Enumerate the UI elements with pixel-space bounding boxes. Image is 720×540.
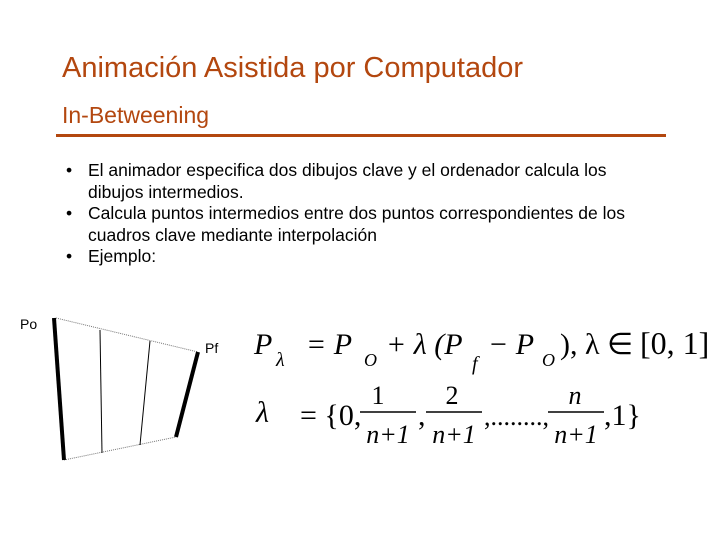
eq2-den-2: n+1 [432, 420, 476, 449]
eq1-minus-po: − P [488, 328, 535, 361]
slide-title: Animación Asistida por Computador [62, 52, 524, 84]
bullet-item: • Ejemplo: [66, 246, 666, 268]
eq2-close: ,1} [604, 399, 641, 432]
start-line-po [54, 318, 64, 460]
label-po: Po [20, 316, 38, 332]
label-pf: Pf [205, 340, 219, 356]
interpolation-diagram [54, 318, 198, 460]
top-connector [56, 318, 198, 352]
eq1-rhs-po: = P [306, 328, 353, 361]
eq1-sub-o2: O [542, 350, 555, 370]
eq2-dots: ,........, [484, 402, 549, 431]
eq1-lhs-sub: λ [276, 349, 285, 371]
eq2-num-2: 2 [445, 381, 459, 410]
eq2-open: = {0, [300, 399, 362, 432]
eq1-tail: ), λ ∈ [560, 328, 634, 361]
bullet-item: • Calcula puntos intermedios entre dos puntos correspondientes de los cuadros clave mediante interpolación [66, 203, 666, 246]
eq2-sep: , [418, 399, 426, 432]
eq2-lhs: λ [256, 396, 269, 429]
intermediate-line [140, 341, 150, 445]
intermediate-line [100, 330, 102, 453]
equation-lambda-values [255, 381, 641, 449]
eq1-lhs: P [254, 328, 273, 361]
eq2-den-3: n+1 [554, 420, 598, 449]
eq1-interval: [0, 1] [640, 325, 710, 361]
eq2-den-1: n+1 [366, 420, 410, 449]
equation-interpolation [253, 325, 709, 375]
bottom-connector [64, 437, 176, 460]
bullet-item: • El animador especifica dos dibujos clave y el ordenador calcula los dibujos intermedios. [66, 160, 666, 203]
eq2-num-1: 1 [371, 381, 385, 410]
end-line-pf [176, 352, 198, 437]
eq2-num-3: n [568, 381, 582, 410]
slide-subtitle: In-Betweening [62, 102, 210, 128]
eq1-sub-o: O [364, 350, 377, 370]
eq1-plus-lambda: + λ (P [386, 328, 463, 361]
eq1-sub-f: f [472, 353, 478, 375]
